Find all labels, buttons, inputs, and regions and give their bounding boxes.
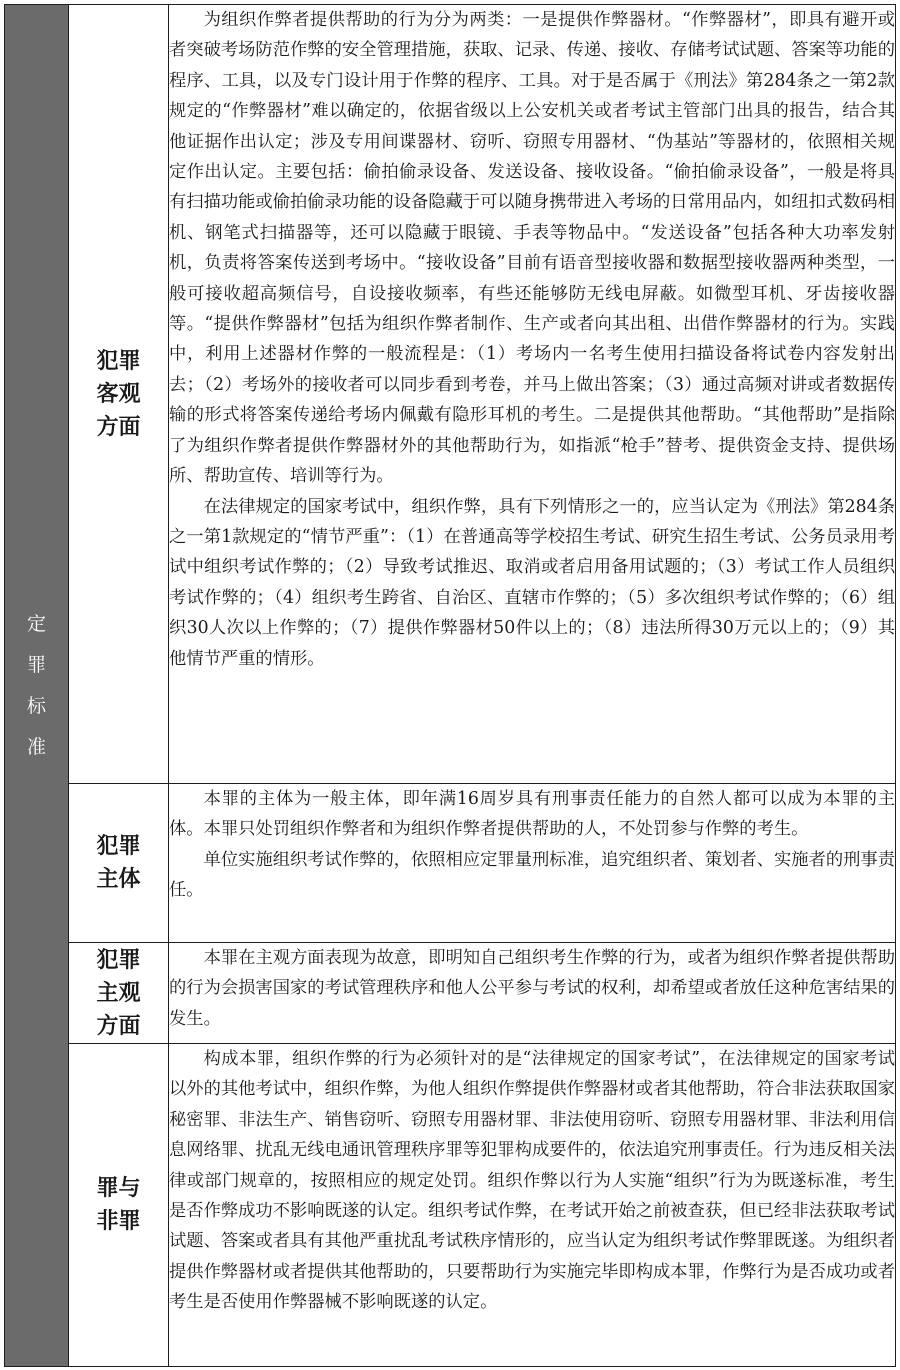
row-label-line: 主观 (96, 980, 141, 1006)
row-label-line: 犯罪 (96, 834, 141, 859)
row-label-line: 犯罪 (96, 947, 141, 973)
row-label-line: 罪与 (96, 1176, 141, 1201)
side-label-cell (5, 5, 69, 1367)
paragraph: 本罪在主观方面表现为故意，即明知自己组织考生作弊的行为，或者为组织作弊者提供帮助的行为会损害国家的考试管理秩序和他人公平参与考试的权利，却希望或者放任这种危害结果的发生。 (169, 948, 895, 1029)
row-label-objective (69, 5, 169, 784)
row-label-subject (69, 784, 169, 943)
paragraph: 单位实施组织考试作弊的，依照相应定罪量刑标准，追究组织者、策划者、实施者的刑事责任。 (169, 849, 895, 901)
side-label (27, 593, 46, 779)
row-label-crime-or-not (69, 1044, 169, 1367)
table-row (5, 1044, 896, 1367)
paragraph: 本罪的主体为一般主体，即年满16周岁具有刑事责任能力的自然人都可以成为本罪的主体。本罪只处罚组织作弊者和为组织作弊者提供帮助的人，不处罚参与作弊的考生。 (169, 789, 895, 840)
row-content-subjective (169, 943, 896, 1044)
table-row (5, 943, 896, 1044)
paragraph: 在法律规定的国家考试中，组织作弊，具有下列情形之一的，应当认定为《刑法》第284条之一第1款规定的“情节严重”：（1）在普通高等学校招生考试、研究生招生考试、公务员录用考试中组织考试作弊的；（2）导致考试推迟、取消或者启用备用试题的；（3）考试工作人员组织考试作弊的；（4）组织考生跨省、自治区、直辖市作弊的；（5）多次组织考试作弊的；（6）组织30人次以上作弊的；（7）提供作弊器材50件以上的；（8）违法所得30万元以上的；（9）其他情节严重的情形。 (169, 496, 895, 669)
row-content-subject (169, 784, 896, 943)
side-label-char: 准 (26, 735, 46, 758)
row-label-line: 方面 (96, 1013, 141, 1039)
side-label-char: 标 (26, 694, 46, 717)
row-label-line: 主体 (96, 867, 141, 892)
row-content-crime-or-not (169, 1044, 896, 1367)
table-row (5, 5, 896, 784)
side-label-char: 定 (26, 612, 46, 635)
crime-standards-table (4, 4, 896, 1367)
row-label-line: 客观 (96, 381, 141, 407)
paragraph: 为组织作弊者提供帮助的行为分为两类：一是提供作弊器材。“作弊器材”，即具有避开或者突破考场防范作弊的安全管理措施，获取、记录、传递、接收、存储考试试题、答案等功能的程序、工具，以及专门设计用于作弊的程序、工具。对于是否属于《刑法》第284条之一第2款规定的“作弊器材”难以确定的，依据省级以上公安机关或者考试主管部门出具的报告，结合其他证据作出认定；涉及专用间谍器材、窃听、窃照专用器材、“伪基站”等器材的，依照相关规定作出认定。主要包括：偷拍偷录设备、发送设备、接收设备。“偷拍偷录设备”，一般是将具有扫描功能或偷拍偷录功能的设备隐藏于可以随身携带进入考场的日常用品内，如纽扣式数码相机、钢笔式扫描器等，还可以隐藏于眼镜、手表等物品中。“发送设备”包括各种大功率发射机，负责将答案传送到考场中。“接收设备”目前有语音型接收器和数据型接收器两种类型，一般可接收超高频信号，自设接收频率，有些还能够防无线电屏蔽。如微型耳机、牙齿接收器等。“提供作弊器材”包括为组织作弊者制作、生产或者向其出租、出借作弊器材的行为。实践中，利用上述器材作弊的一般流程是：（1）考场内一名考生使用扫描设备将试卷内容发射出去；（2）考场外的接收者可以同步看到考卷，并马上做出答案；（3）通过高频对讲或者数据传输的形式将答案传递给考场内佩戴有隐形耳机的考生。二是提供其他帮助。“其他帮助”是指除了为组织作弊者提供作弊器材外的其他帮助行为，如指派“枪手”替考、提供资金支持、提供场所、帮助宣传、培训等行为。 (169, 10, 895, 487)
paragraph: 构成本罪，组织作弊的行为必须针对的是“法律规定的国家考试”，在法律规定的国家考试以外的其他考试中，组织作弊，为他人组织作弊提供作弊器材或者其他帮助，符合非法获取国家秘密罪、非法生产、销售窃听、窃照专用器材罪、非法使用窃听、窃照专用器材罪、非法利用信息网络罪、扰乱无线电通讯管理秩序罪等犯罪构成要件的，依法追究刑事责任。行为违反相关法律或部门规章的，按照相应的规定处罚。组织作弊以行为人实施“组织”行为为既遂标准，考生是否作弊成功不影响既遂的认定。组织考试作弊，在考试开始之前被查获，但已经非法获取考试试题、答案或者具有其他严重扰乱考试秩序情形的，应当认定为组织考试作弊罪既遂。为组织者提供作弊器材或者提供其他帮助的，只要帮助行为实施完毕即构成本罪，作弊行为是否成功或者考生是否使用作弊器械不影响既遂的认定。 (169, 1049, 895, 1313)
row-label-line: 方面 (96, 414, 141, 440)
row-content-objective (169, 5, 896, 784)
side-label-char: 罪 (26, 653, 46, 676)
table-row (5, 784, 896, 943)
row-label-subjective (69, 943, 169, 1044)
row-label-line: 犯罪 (96, 348, 141, 374)
row-label-line: 非罪 (96, 1209, 141, 1234)
